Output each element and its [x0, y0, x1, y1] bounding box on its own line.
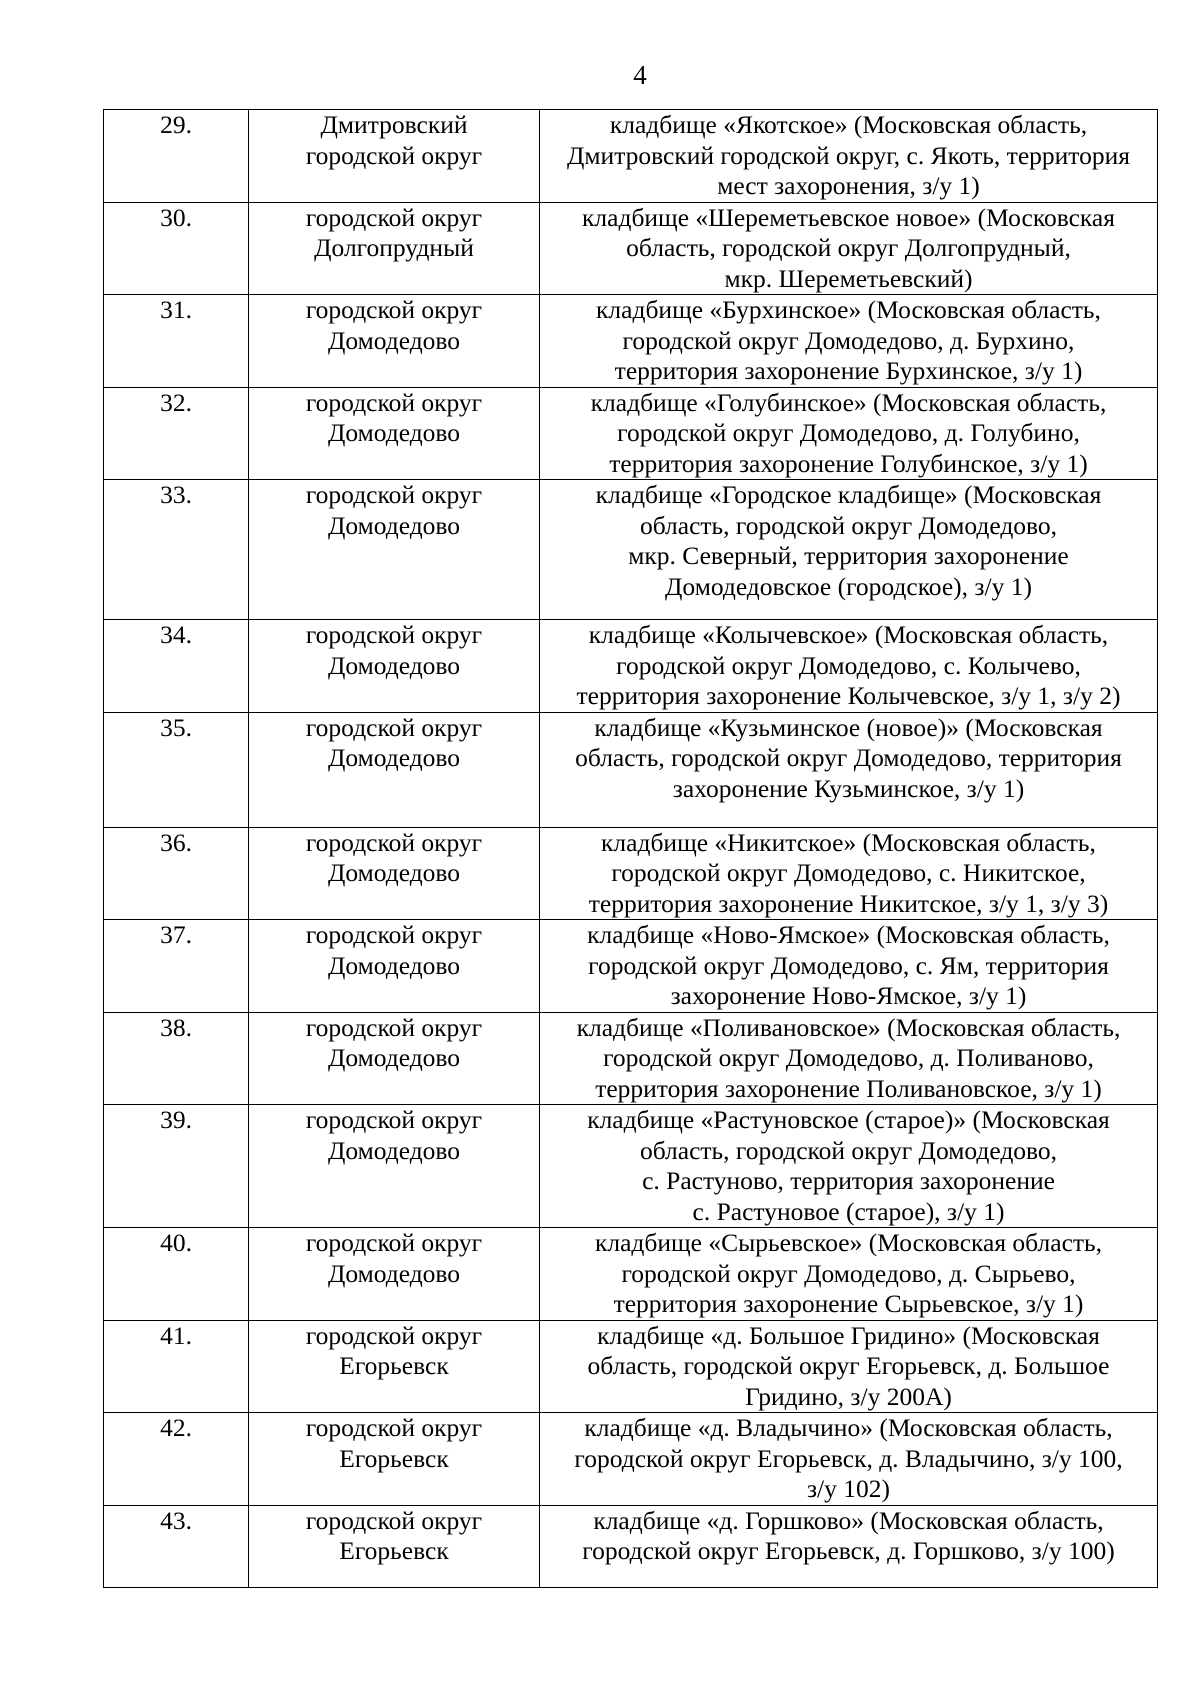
cemetery-line: кладбище «Шереметьевское новое» (Московская [582, 202, 1115, 232]
row-number-cell [104, 920, 249, 1013]
district-line: Домодедово [327, 950, 461, 980]
district-line: городской округ [305, 1413, 483, 1442]
cemetery-line: территория захоронение Поливановское, з/у 1) [595, 1073, 1102, 1103]
row-number-cell [104, 387, 249, 480]
row-number: 38. [160, 1012, 192, 1042]
cemetery-cell [540, 920, 1158, 1013]
row-number: 41. [160, 1320, 192, 1350]
cemetery-line: кладбище «д. Владычино» (Московская область, [584, 1413, 1113, 1442]
district-line: Долгопрудный [314, 233, 474, 262]
district-line: Егорьевск [339, 1443, 449, 1473]
table-row [104, 1012, 1158, 1105]
cemetery-line: городской округ Егорьевск, д. Горшково, з/у 100) [582, 1536, 1115, 1565]
row-number-cell [104, 1413, 249, 1506]
district-line: городской округ [305, 1012, 483, 1042]
cemetery-line: с. Растуновое (старое), з/у 1) [692, 1196, 1005, 1226]
cemetery-line: кладбище «Якотское» (Московская область, [609, 110, 1088, 139]
cemetery-cell [540, 110, 1158, 203]
district-line: Домодедово [327, 1043, 461, 1072]
table-row [104, 712, 1158, 827]
row-number-cell [104, 620, 249, 713]
table-row [104, 1228, 1158, 1321]
cemetery-line: область, городской округ Долгопрудный, [626, 233, 1071, 262]
cemetery-cell [540, 1012, 1158, 1105]
district-line: городской округ [305, 827, 483, 857]
table-row [104, 387, 1158, 480]
district-cell [249, 480, 540, 620]
district-line: городской округ [305, 1505, 483, 1535]
cemetery-line: Дмитровский городской округ, с. Якоть, территория [567, 140, 1130, 170]
cemetery-line: Гридино, з/у 200А) [745, 1381, 952, 1411]
cemetery-line: городской округ Домодедово, с. Ям, территория [588, 950, 1109, 980]
cemetery-line: кладбище «Поливановское» (Московская область, [576, 1012, 1121, 1042]
row-number-cell [104, 1320, 249, 1413]
cemetery-cell [540, 387, 1158, 480]
cemetery-line: городской округ Домодедово, д. Бурхино, [622, 325, 1075, 355]
row-number-cell [104, 1105, 249, 1228]
row-number: 43. [160, 1505, 192, 1535]
cemetery-cell [540, 1505, 1158, 1587]
row-number: 30. [160, 202, 192, 232]
cemetery-line: кладбище «Бурхинское» (Московская область, [596, 295, 1101, 324]
district-line: Домодедово [327, 650, 461, 680]
district-cell [249, 110, 540, 203]
table-row [104, 1320, 1158, 1413]
cemetery-cell [540, 1228, 1158, 1321]
cemetery-line: мкр. Шереметьевский) [724, 263, 973, 293]
district-line: городской округ [305, 1320, 483, 1350]
table-row [104, 295, 1158, 388]
table-row [104, 480, 1158, 620]
cemetery-line: городской округ Домодедово, д. Поливаново, [603, 1043, 1094, 1072]
district-line: Домодедово [327, 858, 461, 887]
cemetery-line: кладбище «д. Большое Гридино» (Московская [597, 1320, 1100, 1350]
cemetery-line: кладбище «Никитское» (Московская область, [601, 827, 1096, 857]
district-cell [249, 1228, 540, 1321]
cemetery-line: кладбище «Кузьминское (новое)» (Московская [594, 712, 1103, 742]
row-number-cell [104, 110, 249, 203]
row-number-cell [104, 1012, 249, 1105]
district-line: Домодедово [327, 1258, 461, 1288]
table-row [104, 1505, 1158, 1587]
cemetery-line: кладбище «Голубинское» (Московская область, [590, 387, 1107, 417]
cemetery-line: городской округ Домодедово, д. Сырьево, [621, 1258, 1076, 1288]
district-cell [249, 827, 540, 920]
cemetery-line: область, городской округ Егорьевск, д. Большое [587, 1351, 1110, 1380]
cemetery-line: городской округ Егорьевск, д. Владычино, з/у 100, [574, 1443, 1123, 1473]
cemetery-line: область, городской округ Домодедово, [639, 510, 1058, 540]
cemetery-line: мест захоронения, з/у 1) [717, 171, 980, 200]
table-row [104, 827, 1158, 920]
cemetery-cell [540, 827, 1158, 920]
district-line: городской округ [305, 920, 483, 949]
district-line: городской округ [305, 712, 483, 742]
district-cell [249, 387, 540, 480]
cemetery-line: кладбище «Растуновское (старое)» (Московская [587, 1105, 1110, 1134]
row-number: 39. [160, 1105, 192, 1134]
row-number: 32. [160, 387, 192, 417]
district-line: городской округ [305, 295, 483, 324]
district-cell [249, 1413, 540, 1506]
table-row [104, 620, 1158, 713]
cemetery-line: кладбище «Городское кладбище» (Московская [595, 480, 1102, 509]
cemetery-cell [540, 202, 1158, 295]
row-number: 33. [160, 480, 192, 509]
row-number: 36. [160, 827, 192, 857]
row-number-cell [104, 1228, 249, 1321]
cemetery-line: область, городской округ Домодедово, территория [575, 743, 1122, 772]
cemetery-line: территория захоронение Никитское, з/у 1, з/у 3) [588, 888, 1109, 918]
row-number-cell [104, 295, 249, 388]
cemetery-line: кладбище «д. Горшково» (Московская область, [593, 1505, 1104, 1535]
cemetery-line: территория захоронение Голубинское, з/у 1) [609, 448, 1088, 478]
district-line: Егорьевск [339, 1536, 449, 1565]
cemetery-cell [540, 1320, 1158, 1413]
cemetery-line: городской округ Домодедово, д. Голубино, [617, 418, 1080, 447]
district-cell [249, 1320, 540, 1413]
district-line: городской округ [305, 387, 483, 417]
row-number: 31. [160, 295, 192, 324]
district-cell [249, 920, 540, 1013]
district-cell [249, 1505, 540, 1587]
page-number: 4 [633, 60, 647, 90]
district-line: Домодедово [327, 510, 461, 540]
district-cell [249, 1012, 540, 1105]
cemetery-line: мкр. Северный, территория захоронение [628, 541, 1069, 570]
row-number: 42. [160, 1413, 192, 1442]
row-number-cell [104, 712, 249, 827]
district-line: Домодедово [327, 418, 461, 447]
district-line: городской округ [305, 202, 483, 232]
row-number-cell [104, 827, 249, 920]
table-row [104, 110, 1158, 203]
district-line: Дмитровский [320, 110, 468, 139]
cemetery-line: Домодедовское (городское), з/у 1) [665, 571, 1032, 601]
table-row [104, 920, 1158, 1013]
cemetery-line: городской округ Домодедово, с. Колычево, [616, 650, 1081, 680]
row-number: 37. [160, 920, 192, 949]
row-number-cell [104, 1505, 249, 1587]
row-number-cell [104, 480, 249, 620]
cemetery-cell [540, 480, 1158, 620]
table-row [104, 1413, 1158, 1506]
cemetery-cell [540, 1413, 1158, 1506]
district-line: городской округ [305, 1228, 483, 1257]
district-cell [249, 620, 540, 713]
cemetery-line: захоронение Кузьминское, з/у 1) [672, 773, 1025, 803]
district-line: Домодедово [327, 743, 461, 772]
table-body [104, 110, 1158, 1588]
cemetery-line: территория захоронение Сырьевское, з/у 1) [613, 1289, 1084, 1318]
cemetery-line: территория захоронение Колычевское, з/у 1, з/у 2) [576, 681, 1121, 710]
district-line: городской округ [305, 140, 483, 170]
district-line: городской округ [305, 620, 483, 649]
cemetery-line: з/у 102) [806, 1474, 891, 1503]
table-row [104, 1105, 1158, 1228]
cemetery-line: захоронение Ново-Ямское, з/у 1) [670, 981, 1027, 1010]
row-number: 29. [160, 110, 192, 139]
cemetery-cell [540, 1105, 1158, 1228]
district-cell [249, 295, 540, 388]
district-line: Егорьевск [339, 1351, 449, 1380]
row-number-cell [104, 202, 249, 295]
table-row [104, 202, 1158, 295]
district-line: Домодедово [327, 325, 461, 355]
row-number: 40. [160, 1228, 192, 1257]
row-number: 35. [160, 712, 192, 742]
district-cell [249, 1105, 540, 1228]
cemetery-line: область, городской округ Домодедово, [639, 1135, 1058, 1165]
row-number: 34. [160, 620, 192, 649]
district-line: городской округ [305, 1105, 483, 1134]
cemetery-cell [540, 295, 1158, 388]
district-cell [249, 712, 540, 827]
district-line: городской округ [305, 480, 483, 509]
district-line: Домодедово [327, 1135, 461, 1165]
cemetery-line: с. Растуново, территория захоронение [642, 1166, 1055, 1195]
cemetery-cell [540, 712, 1158, 827]
cemetery-line: территория захоронение Бурхинское, з/у 1) [614, 356, 1083, 385]
cemetery-cell [540, 620, 1158, 713]
cemetery-line: кладбище «Колычевское» (Московская область, [588, 620, 1109, 649]
cemetery-table [103, 109, 1158, 1588]
district-cell [249, 202, 540, 295]
cemetery-line: городской округ Домодедово, с. Никитское, [611, 858, 1086, 887]
cemetery-line: кладбище «Сырьевское» (Московская область, [594, 1228, 1103, 1257]
cemetery-line: кладбище «Ново-Ямское» (Московская область, [587, 920, 1110, 949]
